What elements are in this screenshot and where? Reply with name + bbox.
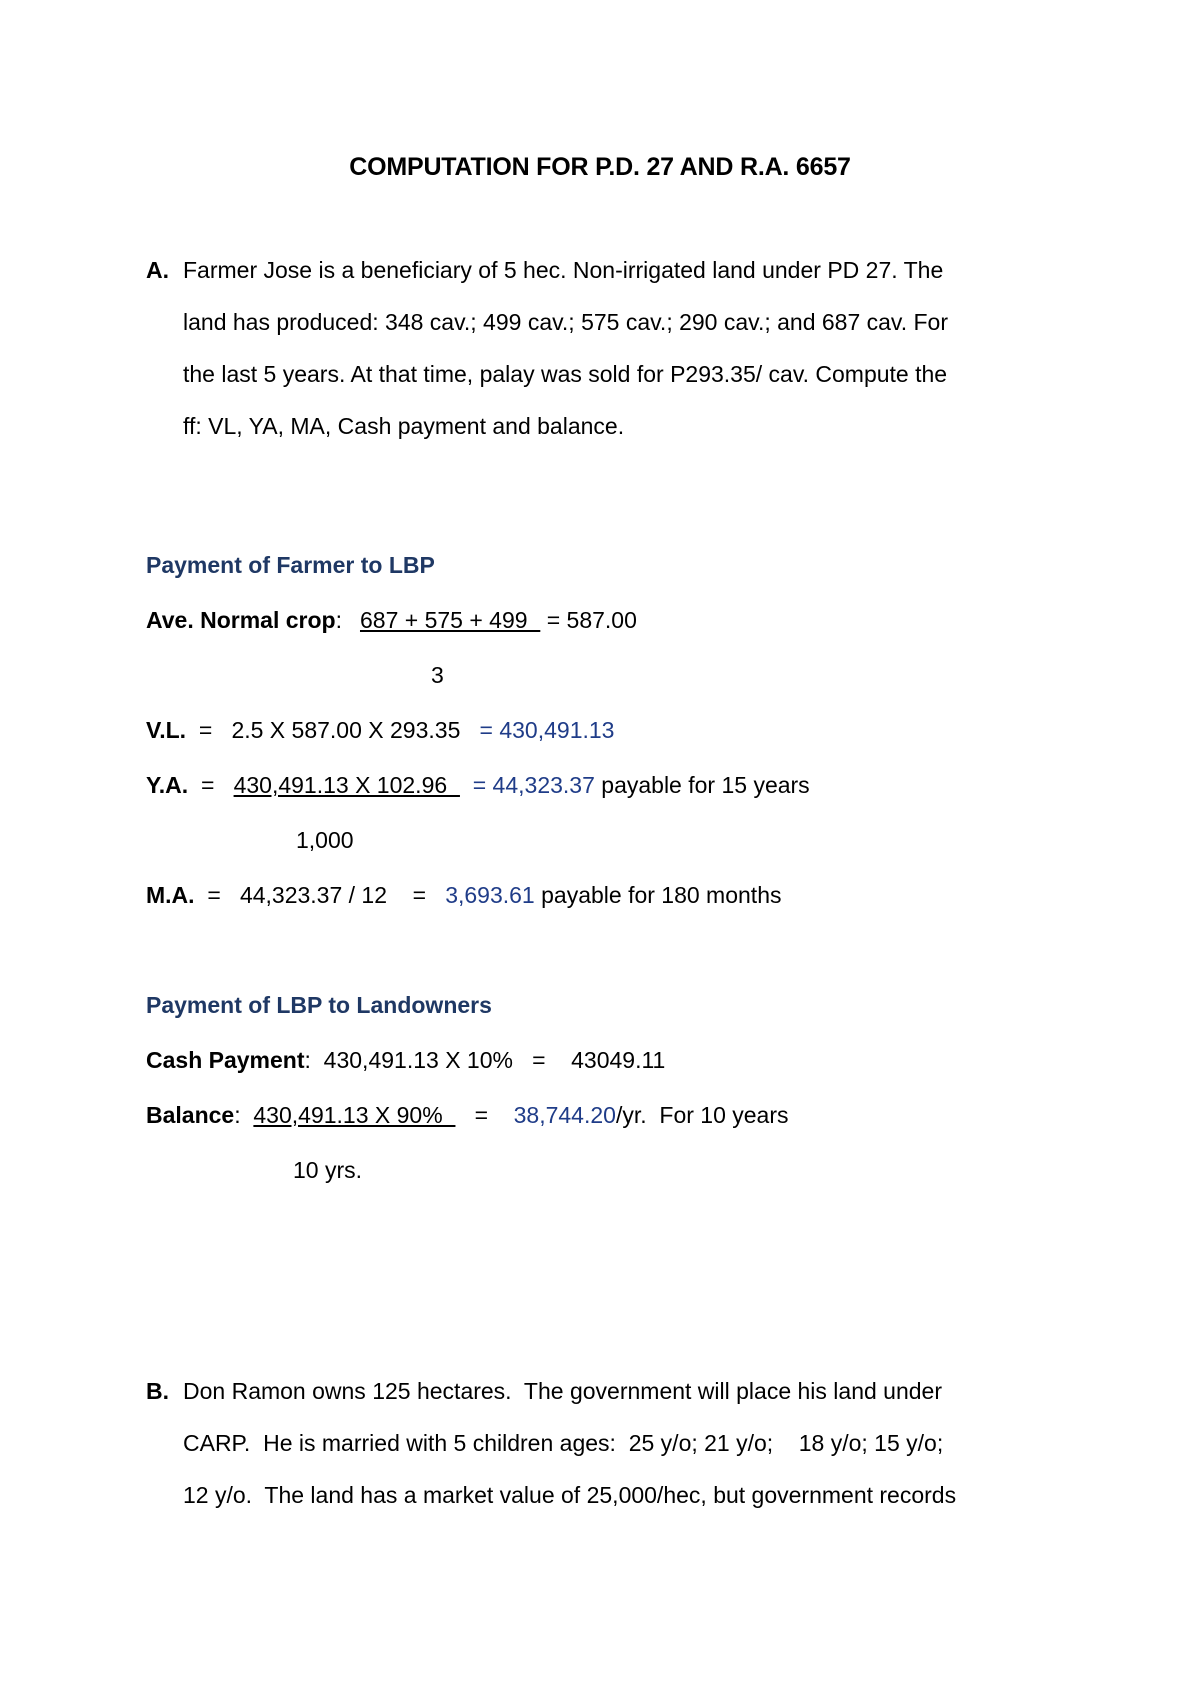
- section-heading-farmer-to-lbp: Payment of Farmer to LBP: [146, 552, 435, 578]
- ave-normal-crop-colon: :: [335, 607, 342, 633]
- balance-denominator: 10 yrs.: [293, 1157, 363, 1183]
- balance-result: 38,744.20: [513, 1102, 616, 1128]
- ave-normal-crop-result: = 587.00: [540, 607, 637, 633]
- problem-b-label: B.: [146, 1378, 169, 1404]
- ave-normal-crop-label: Ave. Normal crop: [146, 607, 336, 633]
- ma-result: 3,693.61: [445, 882, 535, 908]
- balance-numerator: 430,491.13 X 90%: [253, 1102, 456, 1128]
- problem-b-line-2: CARP. He is married with 5 children ages: 25 y/o; 21 y/o; 18 y/o; 15 y/o;: [183, 1430, 944, 1456]
- balance-equals: =: [455, 1102, 514, 1128]
- page-title: COMPUTATION FOR P.D. 27 AND R.A. 6657: [349, 153, 851, 181]
- ya-result: = 44,323.37: [459, 772, 595, 798]
- ya-label: Y.A.: [146, 772, 189, 798]
- ya-numerator: 430,491.13 X 102.96: [233, 772, 460, 798]
- cash-payment-row: [146, 1047, 665, 1074]
- balance-row: [146, 1102, 789, 1129]
- problem-b-line-3: 12 y/o. The land has a market value of 25,000/hec, but government records: [183, 1482, 957, 1508]
- problem-a-text: [183, 257, 1063, 465]
- cash-payment-label: Cash Payment: [146, 1047, 305, 1073]
- problem-b-text: [183, 1378, 956, 1534]
- problem-b-line-1: Don Ramon owns 125 hectares. The government will place his land under: [183, 1378, 942, 1404]
- problem-a-line-1: [183, 257, 1063, 309]
- ya-tail: payable for 15 years: [594, 772, 810, 798]
- balance-colon: :: [234, 1102, 254, 1128]
- ma-expression: = 44,323.37 / 12 =: [194, 882, 446, 908]
- ave-normal-crop-row: [146, 607, 637, 634]
- ma-tail: payable for 180 months: [534, 882, 782, 908]
- vl-row: [146, 717, 614, 744]
- balance-label: Balance: [146, 1102, 235, 1128]
- problem-a-line-4: ff: VL, YA, MA, Cash payment and balance.: [183, 413, 625, 439]
- vl-result: = 430,491.13: [479, 717, 615, 743]
- ya-equals: =: [188, 772, 234, 798]
- ave-normal-crop-numerator: 687 + 575 + 499: [359, 607, 541, 633]
- section-heading-lbp-to-landowners: Payment of LBP to Landowners: [146, 992, 492, 1018]
- ave-normal-crop-denominator: 3: [431, 662, 444, 688]
- problem-a-label: A.: [146, 257, 169, 283]
- balance-tail: /yr. For 10 years: [615, 1102, 789, 1128]
- ma-row: [146, 882, 782, 909]
- ma-label: M.A.: [146, 882, 195, 908]
- problem-a-line-2: land has produced: 348 cav.; 499 cav.; 575 cav.; 290 cav.; and 687 cav. For: [183, 309, 949, 335]
- ya-denominator: 1,000: [296, 827, 354, 853]
- problem-a-line-1-text: Farmer Jose is a beneficiary of 5 hec. Non-irrigated land under PD 27. The: [183, 257, 944, 283]
- cash-payment-expression: : 430,491.13 X 10% = 43049.11: [304, 1047, 666, 1073]
- vl-label: V.L.: [146, 717, 187, 743]
- ya-row: [146, 772, 810, 799]
- vl-expression: = 2.5 X 587.00 X 293.35: [186, 717, 480, 743]
- problem-a-line-3: the last 5 years. At that time, palay was sold for P293.35/ cav. Compute the: [183, 361, 948, 387]
